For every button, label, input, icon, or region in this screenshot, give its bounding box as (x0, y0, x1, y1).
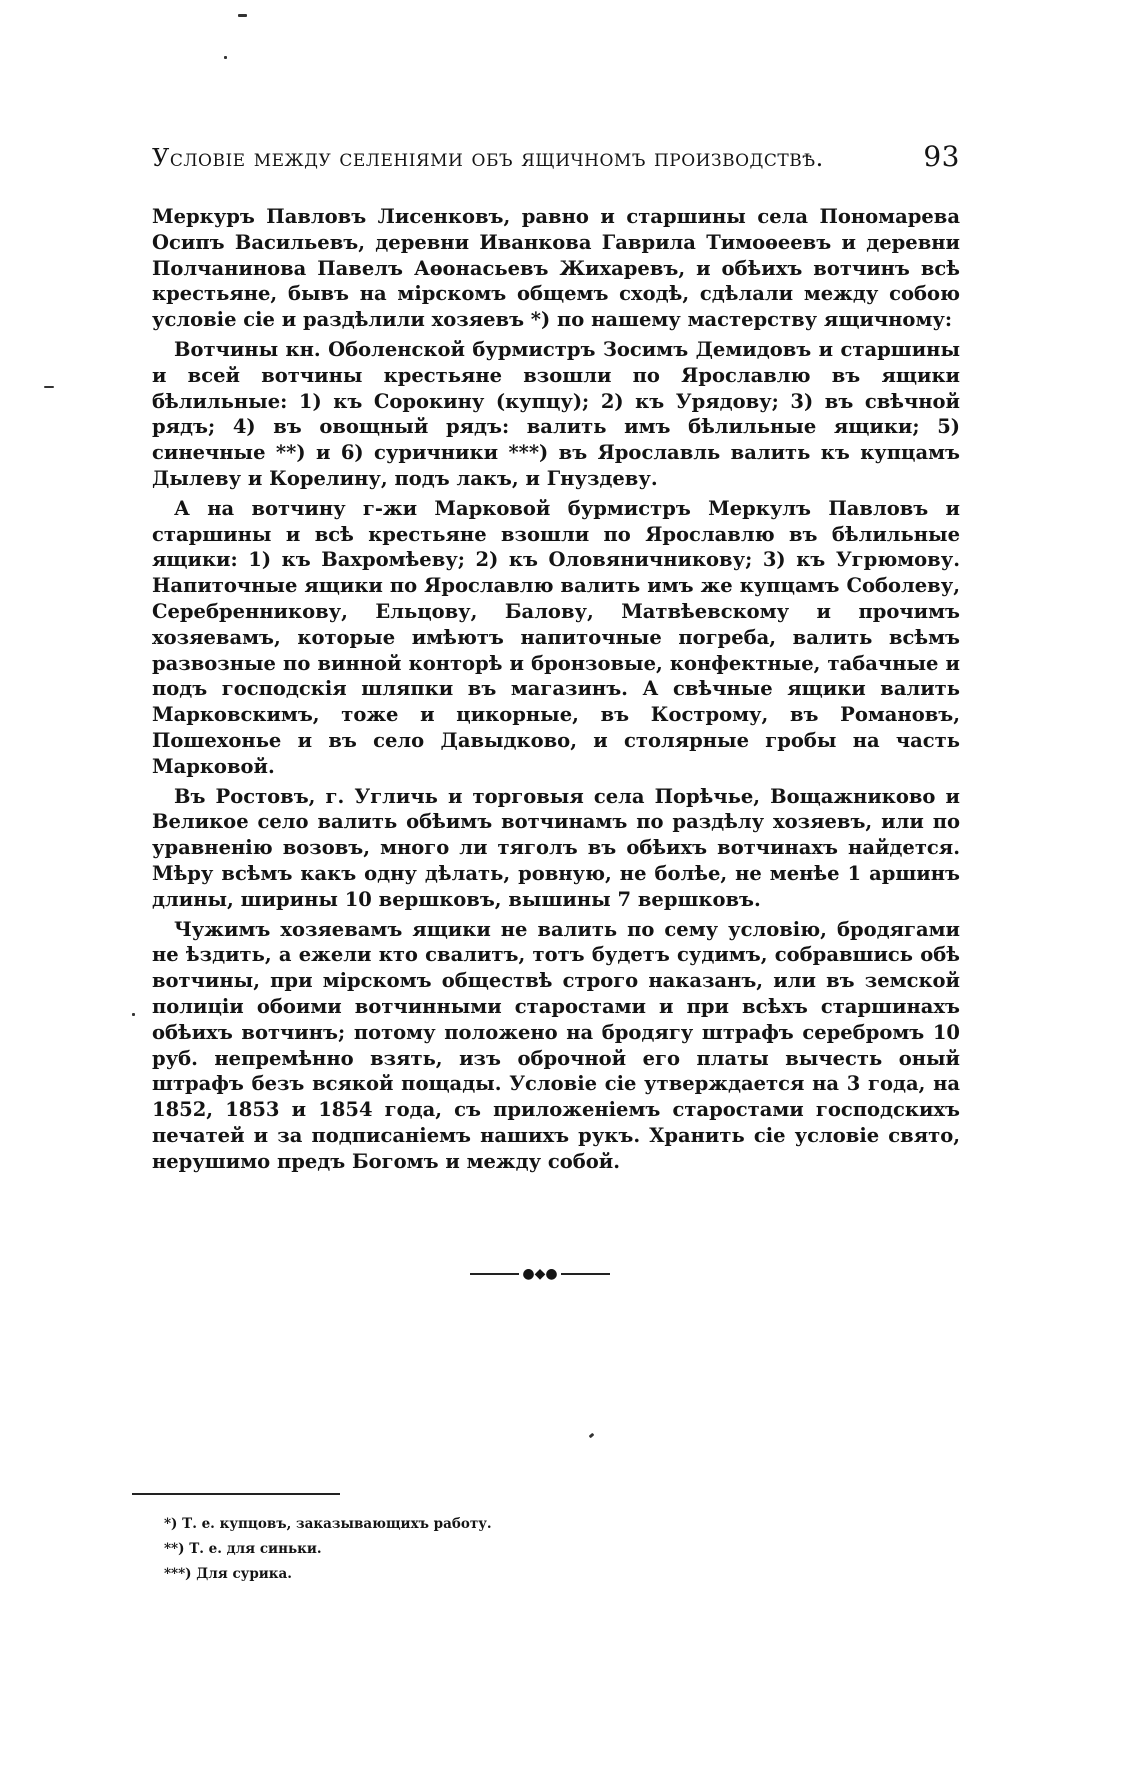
paragraph: Чужимъ хозяевамъ ящики не валить по сему условію, бродягами не ѣздить, а ежели кто свалитъ, тотъ будетъ судимъ, собравшись обѣ вотчины, при мірскомъ обществѣ строго наказанъ, или въ земской полиціи обоими вотчинными старостами и при всѣхъ старшинахъ обѣихъ вотчинъ; потому положено на бродягу штрафъ серебромъ 10 руб. непремѣнно взять, изъ оброчной его платы вычесть оный штрафъ безъ всякой пощады. Условіе сіе утверждается на 3 года, на 1852, 1853 и 1854 года, съ приложеніемъ старостами господскихъ печатей и за подписаніемъ нашихъ рукъ. Хранить сіе условіе свято, нерушимо предъ Богомъ и между собой. (152, 917, 960, 1173)
ink-speck (224, 56, 227, 59)
paragraph: Меркуръ Павловъ Лисенковъ, равно и старшины села Пономарева Осипъ Васильевъ, деревни Иванкова Гаврила Тимоѳеевъ и деревни Полчанинова Павелъ Аѳонасьевъ Жихаревъ, и обѣихъ вотчинъ всѣ крестьяне, бывъ на мірскомъ общемъ сходѣ, сдѣлали между собою условіе сіе и раздѣлили хозяевъ *) по нашему мастерству ящичному: (152, 205, 960, 332)
ink-speck (589, 1433, 595, 1439)
footnote-rule (132, 1493, 340, 1495)
body-text (152, 204, 960, 1178)
footnote: **) Т. е. для синьки. (164, 1541, 322, 1557)
running-title: Условіе между селеніями объ ящичномъ производствѣ. (152, 144, 824, 172)
footnote: *) Т. е. купцовъ, заказывающихъ работу. (164, 1516, 492, 1532)
paragraph: Въ Ростовъ, г. Угличь и торговыя села Порѣчье, Вощажниково и Великое село валить обѣимъ вотчинамъ по раздѣлу хозяевъ, или по уравненію возовъ, много ли тяголъ въ обѣихъ вотчинахъ найдется. Мѣру всѣмъ какъ одну дѣлать, ровную, не болѣе, не менѣе 1 аршинъ длины, ширины 10 вершковъ, вышины 7 вершковъ. (152, 784, 960, 911)
ink-speck (132, 1013, 135, 1016)
paragraph: А на вотчину г-жи Марковой бурмистръ Меркулъ Павловъ и старшины и всѣ крестьяне взошли по Ярославлю въ бѣлильные ящики: 1) къ Вахромѣеву; 2) къ Оловяничникову; 3) къ Угрюмову. Напиточные ящики по Ярославлю валить имъ же купцамъ Соболеву, Серебренникову, Ельцову, Балову, Матвѣевскому и прочимъ хозяевамъ, которые имѣютъ напиточные погреба, валить всѣмъ развозные по винной конторѣ и бронзовые, конфектные, табачные и подъ господскія шляпки въ магазинъ. А свѣчные ящики валить Марковскимъ, тоже и цикорные, въ Кострому, въ Романовъ, Пошехонье и въ село Давыдково, и столярные гробы на часть Марковой. (152, 496, 960, 778)
footnotes (164, 1512, 492, 1587)
ornament-line-right (561, 1273, 610, 1275)
ink-speck (44, 386, 54, 388)
ornament-knot: ●◆● (522, 1266, 558, 1282)
page-number: 93 (923, 140, 960, 173)
ink-speck (238, 14, 247, 17)
ornament-line-left (470, 1273, 519, 1275)
section-ornament (470, 1268, 610, 1280)
footnote: ***) Для сурика. (164, 1566, 292, 1582)
running-header (152, 140, 960, 173)
paragraph: Вотчины кн. Оболенской бурмистръ Зосимъ Демидовъ и старшины и всей вотчины крестьяне взошли по Ярославлю въ ящики бѣлильные: 1) къ Сорокину (купцу); 2) къ Урядову; 3) въ свѣчной рядъ; 4) въ овощный рядъ: валить имъ бѣлильные ящики; 5) синечные **) и 6) суричники ***) въ Ярославль валить къ купцамъ Дылеву и Корелину, подъ лакъ, и Гнуздеву. (152, 337, 960, 490)
